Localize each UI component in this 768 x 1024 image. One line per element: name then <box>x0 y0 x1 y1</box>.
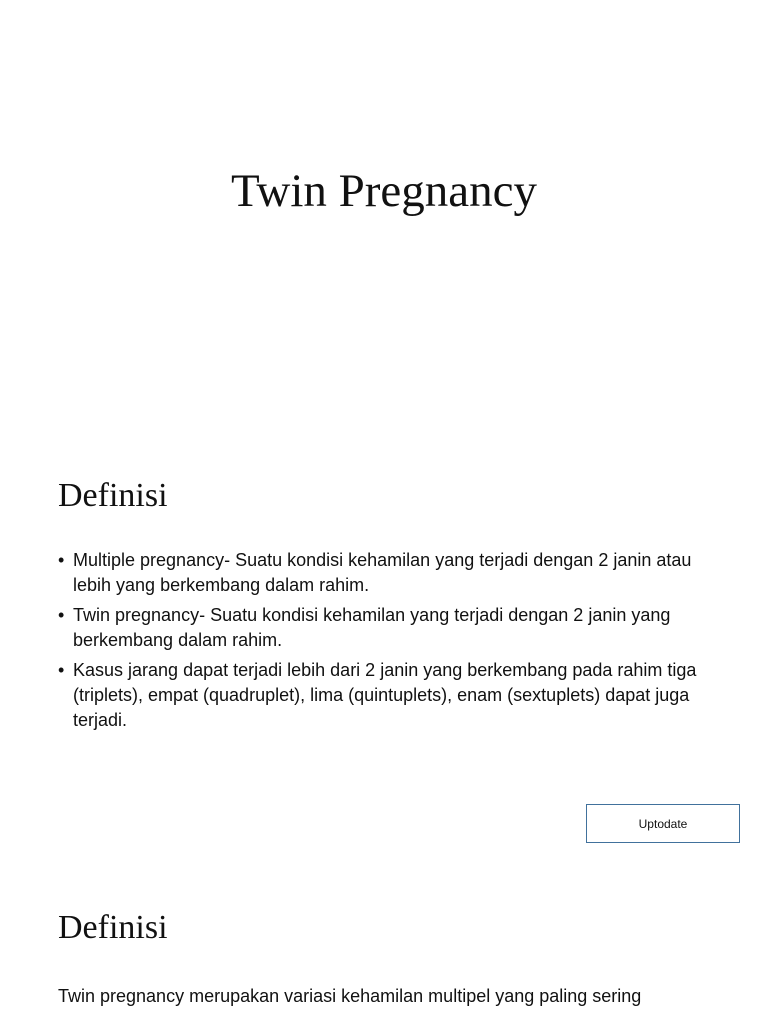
bullet-item <box>58 658 718 733</box>
bullet-icon: • <box>58 605 65 625</box>
definition-paragraph: Twin pregnancy merupakan variasi kehamilan multipel yang paling sering <box>58 986 642 1006</box>
slide-heading: Definisi <box>58 909 168 946</box>
source-label: Uptodate <box>586 804 740 843</box>
definition-slide-2 <box>0 864 768 1024</box>
slide-heading: Definisi <box>58 477 168 514</box>
bullet-item <box>58 603 718 653</box>
bullet-text: Multiple pregnancy- Suatu kondisi kehamilan yang terjadi dengan 2 janin atau lebih yang berkembang dalam rahim. <box>73 550 692 595</box>
bullet-text: Kasus jarang dapat terjadi lebih dari 2 janin yang berkembang pada rahim tiga (triplets), empat (quadruplet), lima (quintuplets), enam (sextuplets) dapat juga terjadi. <box>73 660 697 730</box>
bullet-icon: • <box>58 660 65 680</box>
definition-bullet-list <box>58 548 718 738</box>
document-title: Twin Pregnancy <box>230 165 538 217</box>
title-slide <box>0 0 768 432</box>
bullet-icon: • <box>58 550 65 570</box>
bullet-text: Twin pregnancy- Suatu kondisi kehamilan yang terjadi dengan 2 janin yang berkembang dalam rahim. <box>73 605 671 650</box>
bullet-item <box>58 548 718 598</box>
definition-slide <box>0 432 768 864</box>
